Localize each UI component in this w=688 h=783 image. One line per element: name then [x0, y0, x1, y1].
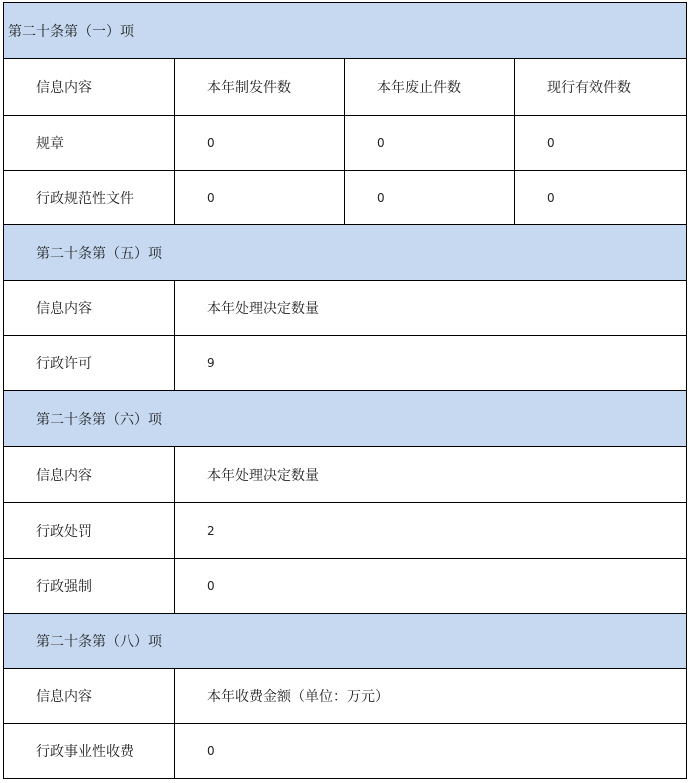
- disclosure-table: [3, 2, 687, 779]
- cell-value: 0: [515, 116, 687, 171]
- cell-value: 0: [175, 724, 687, 779]
- column-header: 本年处理决定数量: [175, 281, 687, 336]
- column-header: 现行有效件数: [515, 59, 687, 116]
- row-label: 行政事业性收费: [4, 724, 175, 779]
- row-label: 行政处罚: [4, 503, 175, 559]
- cell-value: 9: [175, 336, 687, 391]
- section-title: 第二十条第（六）项: [4, 391, 687, 447]
- table-row: [4, 724, 687, 779]
- column-header: 本年处理决定数量: [175, 447, 687, 503]
- column-header: 信息内容: [4, 59, 175, 116]
- column-header: 信息内容: [4, 281, 175, 336]
- row-label: 规章: [4, 116, 175, 171]
- section-title: 第二十条第（五）项: [4, 225, 687, 281]
- cell-value: 0: [175, 171, 345, 225]
- cell-value: 0: [345, 171, 515, 225]
- cell-value: 0: [175, 559, 687, 614]
- table-row: [4, 503, 687, 559]
- column-header-row: [4, 447, 687, 503]
- table-row: [4, 171, 687, 225]
- section-header-row: [4, 614, 687, 669]
- row-label: 行政许可: [4, 336, 175, 391]
- column-header: 本年制发件数: [175, 59, 345, 116]
- cell-value: 0: [515, 171, 687, 225]
- column-header-row: [4, 281, 687, 336]
- section-header-row: [4, 225, 687, 281]
- section-header-row: [4, 391, 687, 447]
- table-row: [4, 336, 687, 391]
- section-title: 第二十条第（一）项: [4, 3, 687, 59]
- cell-value: 2: [175, 503, 687, 559]
- row-label: 行政强制: [4, 559, 175, 614]
- column-header-row: [4, 59, 687, 116]
- section-title: 第二十条第（八）项: [4, 614, 687, 669]
- column-header: 本年收费金额（单位：万元）: [175, 669, 687, 724]
- cell-value: 0: [345, 116, 515, 171]
- column-header: 信息内容: [4, 447, 175, 503]
- row-label: 行政规范性文件: [4, 171, 175, 225]
- table-row: [4, 116, 687, 171]
- table-row: [4, 559, 687, 614]
- section-header-row: [4, 3, 687, 59]
- column-header: 本年废止件数: [345, 59, 515, 116]
- column-header-row: [4, 669, 687, 724]
- cell-value: 0: [175, 116, 345, 171]
- column-header: 信息内容: [4, 669, 175, 724]
